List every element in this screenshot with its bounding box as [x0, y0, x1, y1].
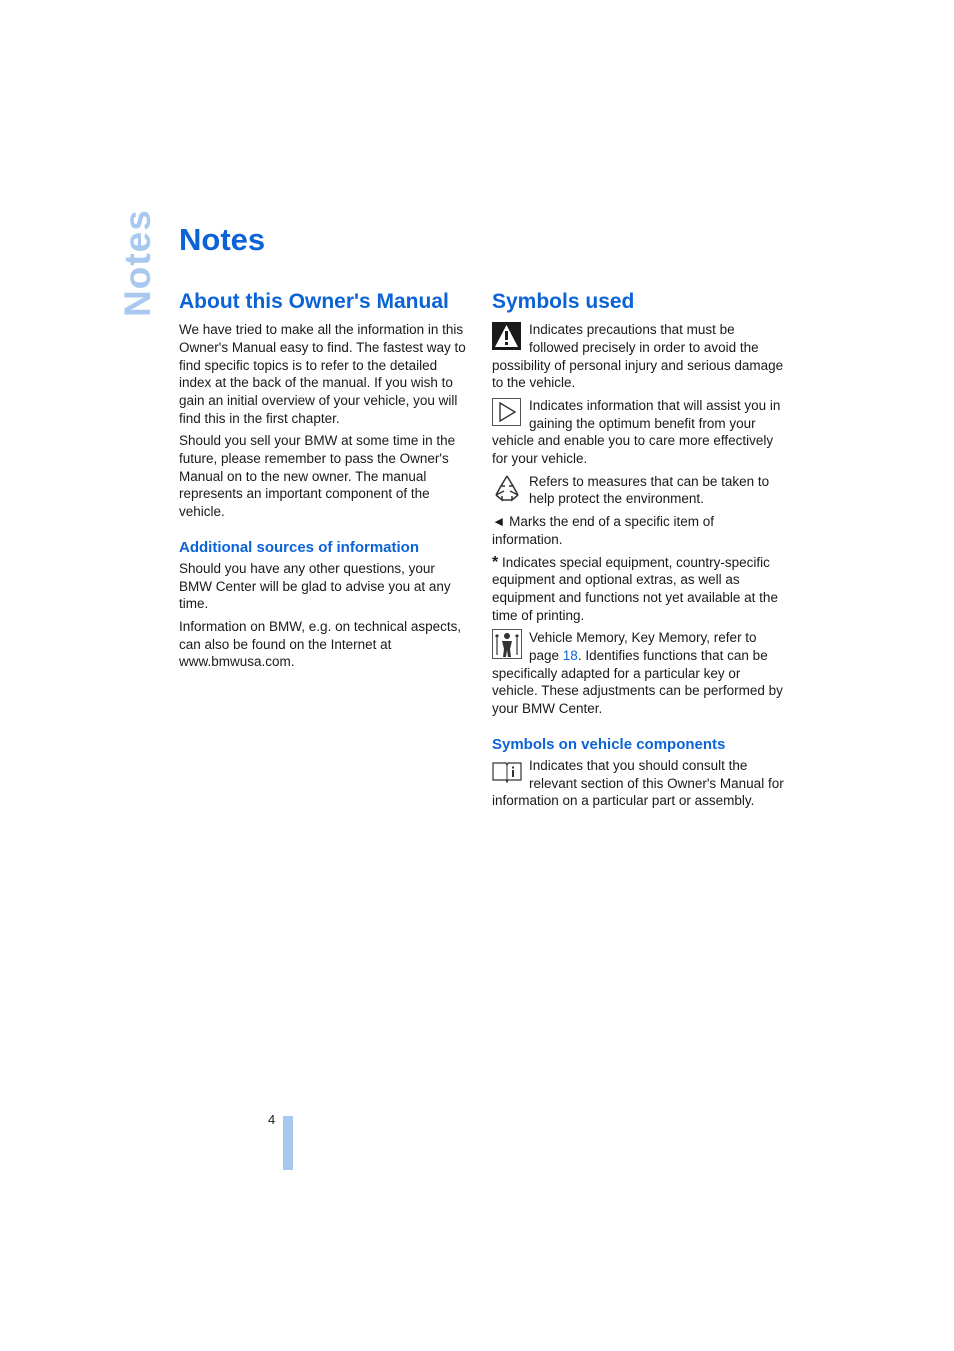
left-column	[179, 290, 471, 676]
star-entry	[492, 554, 784, 625]
info-symbol-entry	[492, 397, 784, 468]
manual-book-icon	[492, 757, 522, 787]
warning-text: Indicates precautions that must be followed precisely in order to avoid the possibility of personal injury and serious damage to the vehicle.	[492, 322, 784, 391]
memory-text-end: . Identifies functions that can be specifically adapted for a particular key or vehicle. These adjustments can be performed by your BMW Center.	[492, 648, 783, 717]
page-number: 4	[268, 1112, 276, 1127]
vehicle-components-heading: Symbols on vehicle components	[492, 735, 726, 753]
recycle-icon	[492, 473, 522, 503]
memory-page-link[interactable]: 18	[562, 648, 578, 664]
end-mark-text: Marks the end of a specific item of information.	[492, 514, 714, 547]
manual-text: Indicates that you should consult the relevant section of this Owner's Manual for information on a particular part or assembly.	[492, 757, 784, 809]
memory-symbol-entry	[492, 629, 784, 718]
memory-persons-icon	[492, 629, 522, 659]
about-paragraph-1: We have tried to make all the information in this Owner's Manual easy to find. The fastest way to find specific topics is to refer to the detailed index at the back of the manual. If you wish to gain an initial overview of your vehicle, you will find this in the first chapter.	[179, 322, 466, 426]
additional-paragraph-2: Information on BMW, e.g. on technical aspects, can also be found on the Internet at www.bmwusa.com.	[179, 618, 462, 670]
warning-triangle-icon	[492, 321, 522, 351]
additional-sources-heading: Additional sources of information	[179, 538, 420, 556]
about-manual-heading: About this Owner's Manual	[179, 290, 449, 313]
right-column	[492, 290, 784, 815]
end-mark-entry	[492, 513, 784, 548]
side-chapter-label: Notes	[117, 209, 158, 317]
asterisk-icon: *	[492, 553, 499, 571]
side-chapter-tab	[112, 209, 158, 324]
end-marker-icon: ◄	[492, 514, 506, 530]
additional-paragraph-1: Should you have any other questions, your BMW Center will be glad to advise you at any time.	[179, 560, 451, 612]
environment-symbol-entry	[492, 473, 784, 508]
manual-symbol-entry	[492, 757, 784, 810]
info-text: Indicates information that will assist you in gaining the optimum benefit from your vehicle and enable you to care more effectively for your vehicle.	[492, 397, 781, 467]
environment-text: Refers to measures that can be taken to help protect the environment.	[529, 473, 770, 507]
page-title: Notes	[179, 222, 266, 257]
page-edge-bar	[283, 1116, 293, 1170]
info-arrow-icon	[492, 397, 522, 427]
warning-symbol-entry	[492, 321, 784, 392]
about-paragraph-2: Should you sell your BMW at some time in the future, please remember to pass the Owner's Manual on to the new owner. The manual represents an important component of the vehicle.	[179, 433, 456, 520]
memory-text-start: Vehicle Memory, Key Memory, refer to page	[529, 630, 757, 664]
symbols-used-heading: Symbols used	[492, 290, 635, 313]
star-text: Indicates special equipment, country-specific equipment and optional extras, as well as equipment and functions not yet available at the time of printing.	[492, 554, 778, 623]
